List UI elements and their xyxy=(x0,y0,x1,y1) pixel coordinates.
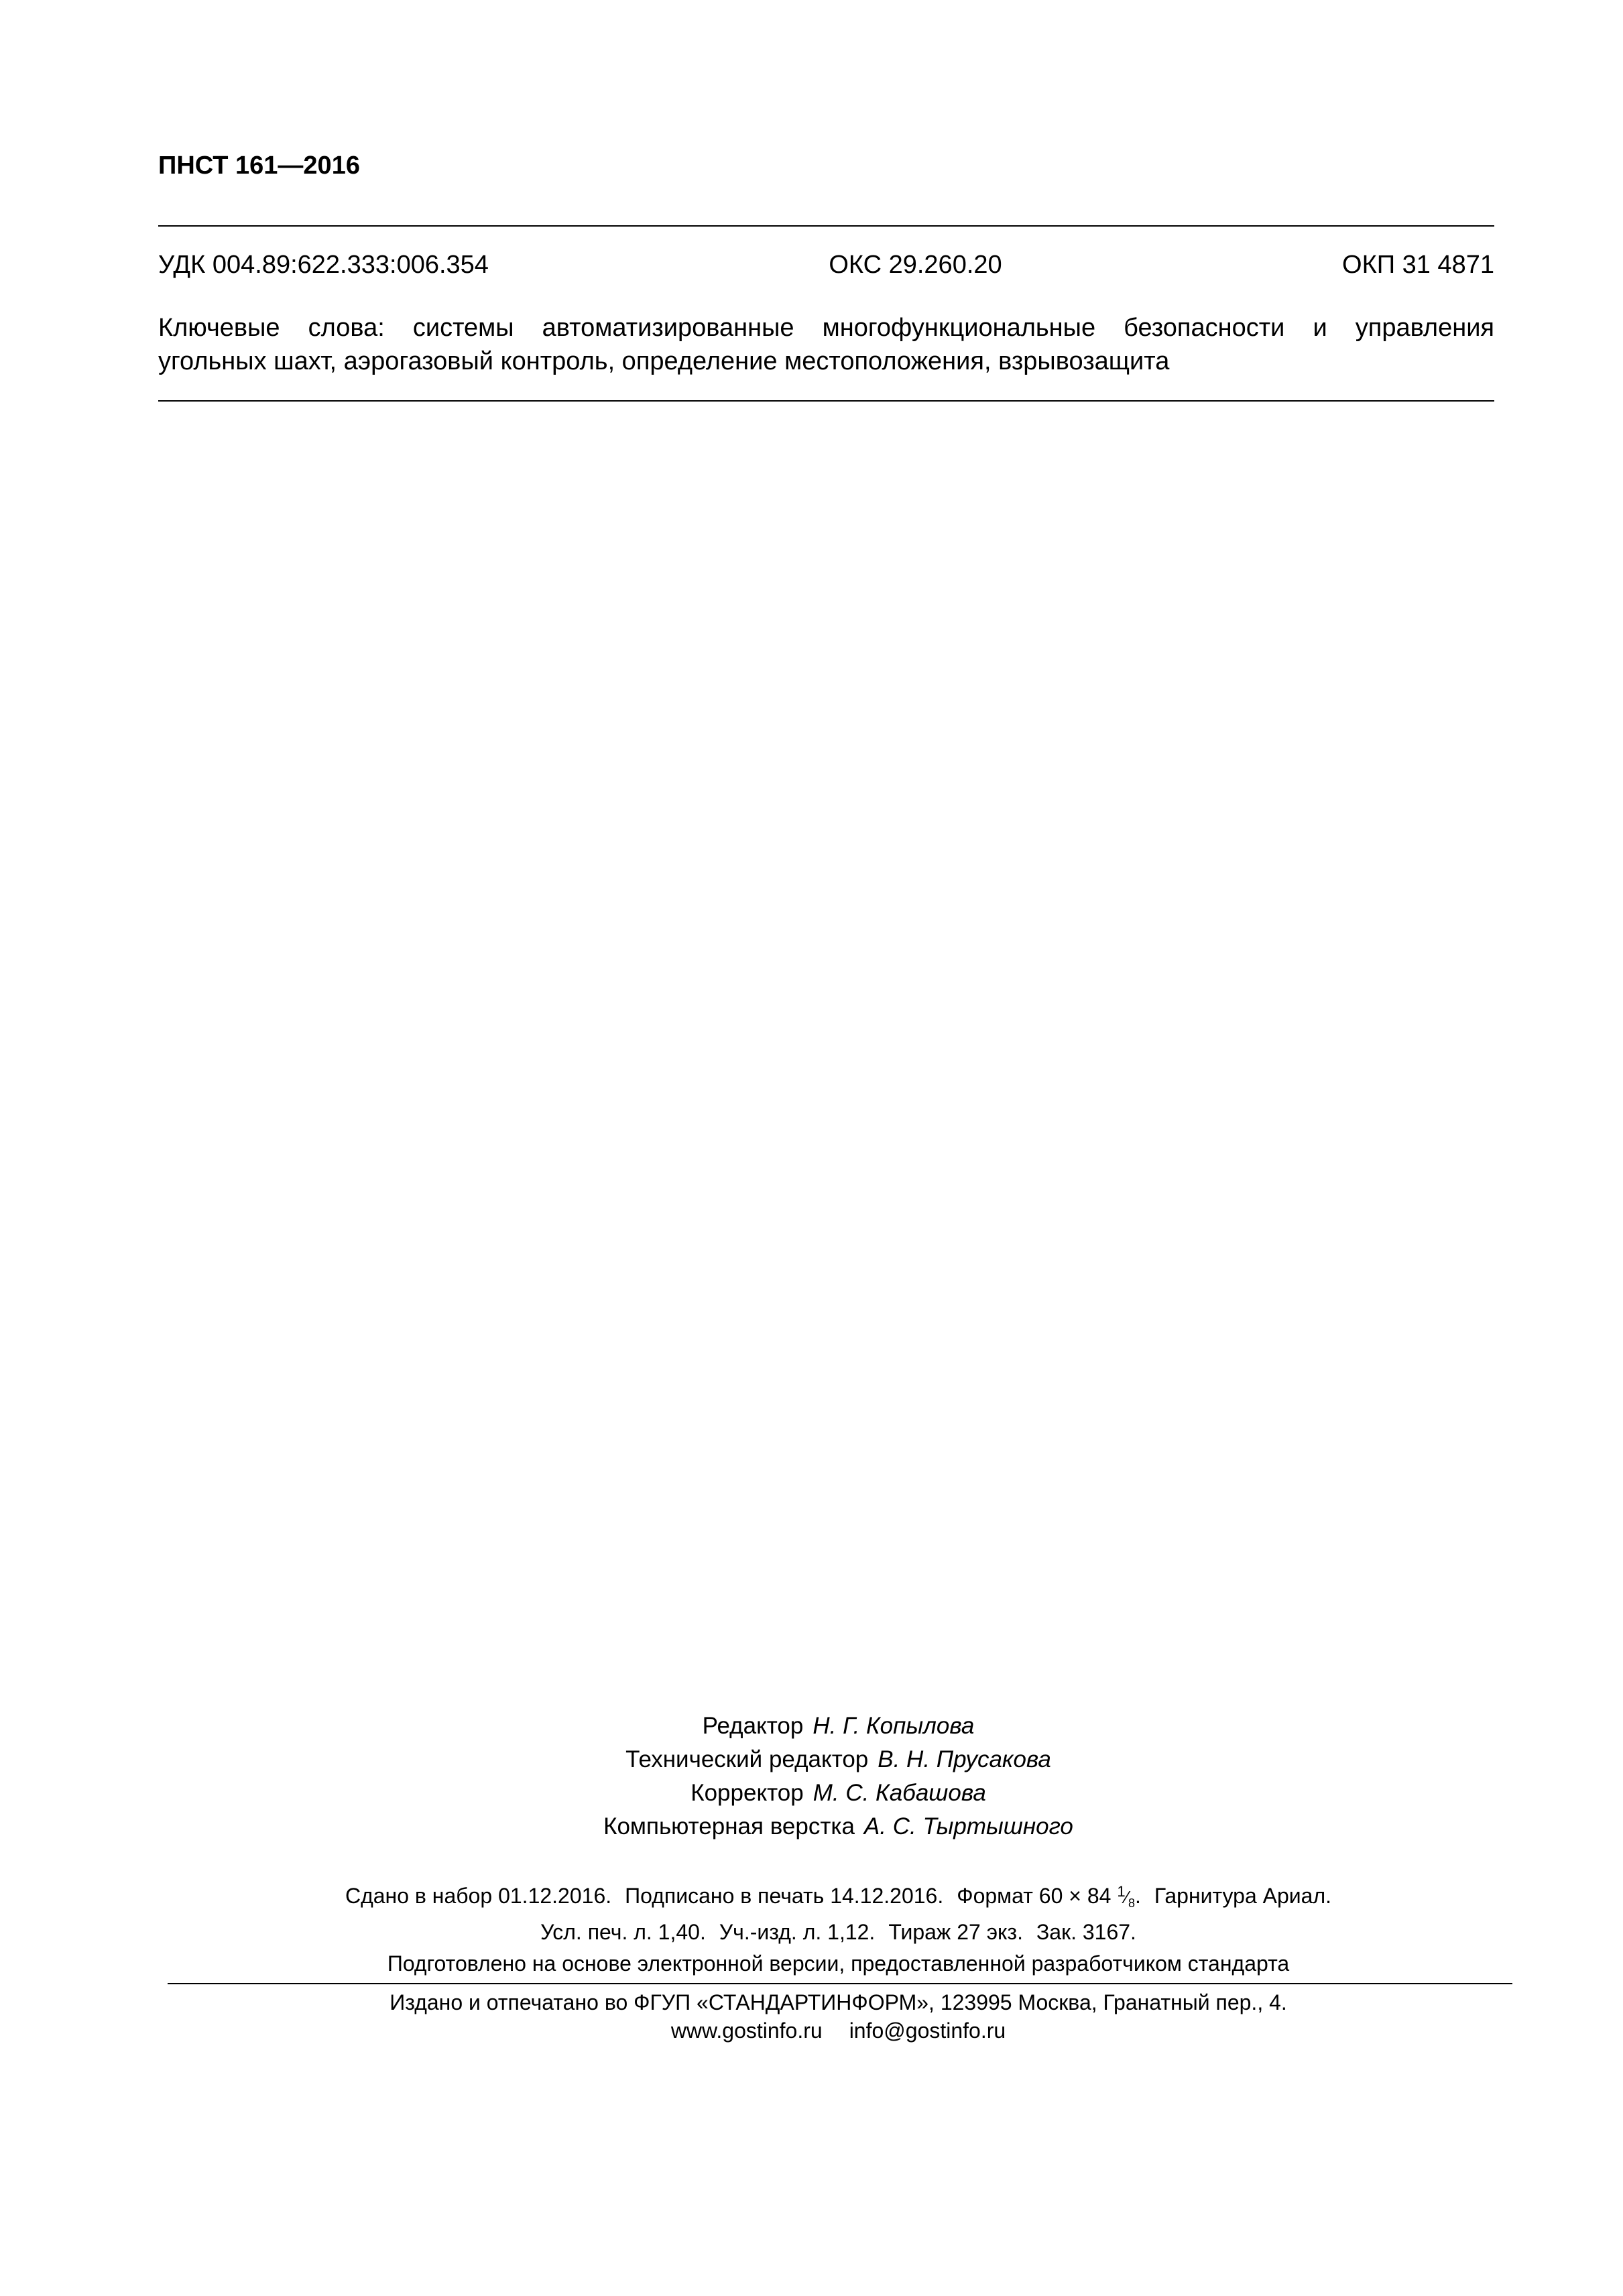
udk-code: УДК 004.89:622.333:006.354 xyxy=(158,251,489,279)
classification-row xyxy=(158,249,1494,280)
keywords-divider xyxy=(158,400,1494,402)
staff-role: Технический редактор xyxy=(625,1746,869,1772)
print-run: Тираж 27 экз. xyxy=(888,1920,1023,1944)
staff-layout xyxy=(158,1810,1518,1844)
okp-code: ОКП 31 4871 xyxy=(1342,251,1494,279)
publishing-sheets: Уч.-изд. л. 1,12. xyxy=(719,1920,876,1944)
staff-editor xyxy=(158,1709,1518,1743)
oks-code: ОКС 29.260.20 xyxy=(829,251,1002,279)
prepared-note: Подготовлено на основе электронной версии, предоставленной разработчиком стандарта xyxy=(387,1951,1290,1976)
publisher-address: Издано и отпечатано во ФГУП «СТАНДАРТИНФОРМ», 123995 Москва, Гранатный пер., 4. xyxy=(389,1990,1287,2014)
staff-role: Корректор xyxy=(690,1780,804,1806)
keywords-line-2: угольных шахт, аэрогазовый контроль, определение местоположения, взрывозащита xyxy=(158,347,1170,375)
staff-technical-editor xyxy=(158,1743,1518,1776)
staff-name: В. Н. Прусакова xyxy=(878,1746,1051,1772)
staff-proofreader xyxy=(158,1776,1518,1810)
document-code: ПНСТ 161—2016 xyxy=(158,152,360,180)
bottom-divider xyxy=(168,1983,1512,1984)
imprint-line-2 xyxy=(158,1918,1518,1947)
staff-name: М. С. Кабашова xyxy=(813,1780,986,1806)
staff-role: Компьютерная верстка xyxy=(603,1813,855,1839)
format-fraction: $^1⁄_8$ xyxy=(1117,1883,1135,1910)
imprint-block xyxy=(158,1877,1518,1947)
paper-format: Формат 60 × 84 xyxy=(957,1884,1111,1908)
order-number: Зак. 3167. xyxy=(1036,1920,1136,1944)
staff-role: Редактор xyxy=(702,1713,804,1739)
keywords-block xyxy=(158,311,1494,378)
website-link[interactable]: www.gostinfo.ru xyxy=(670,2018,823,2043)
staff-name: А. С. Тыртышного xyxy=(863,1813,1073,1839)
imprint-line-1: Сдано в набор 01.12.2016. Подписано в печать 14.12.2016. Формат 60 × 84 $^1⁄_8$. Гарнитура Ариал. xyxy=(345,1883,1332,1910)
publisher-contacts xyxy=(158,2016,1518,2045)
print-sheets: Усл. печ. л. 1,40. xyxy=(540,1920,706,1944)
publisher-block xyxy=(158,1988,1518,2045)
typeface: Гарнитура Ариал. xyxy=(1154,1884,1332,1908)
email-link[interactable]: info@gostinfo.ru xyxy=(849,2018,1006,2043)
submitted-date: Сдано в набор 01.12.2016. xyxy=(345,1884,612,1908)
staff-name: Н. Г. Копылова xyxy=(813,1713,975,1739)
top-divider xyxy=(158,225,1494,227)
keywords-line-1: Ключевые слова: системы автоматизированные многофункциональные безопасности и управления xyxy=(158,314,1494,342)
staff-credits xyxy=(158,1709,1518,1844)
signed-date: Подписано в печать 14.12.2016. xyxy=(625,1884,944,1908)
